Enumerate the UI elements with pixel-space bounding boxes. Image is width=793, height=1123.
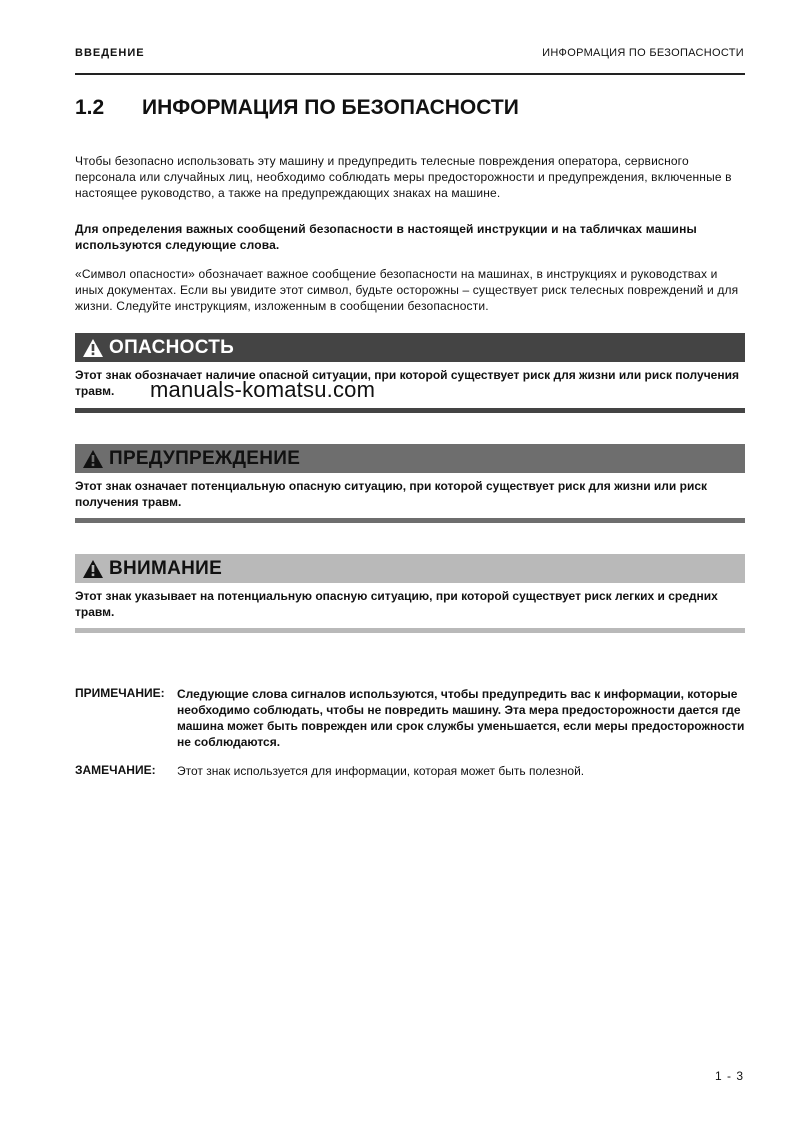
section-number: 1.2 [75, 96, 105, 119]
warning-description: Этот знак означает потенциальную опасную ситуацию, при которой существует риск для жизни или риск получения травм. [75, 479, 708, 509]
hazard-symbol-paragraph: «Символ опасности» обозначает важное сообщение безопасности на машинах, в инструкциях и руководствах и иных документах. Если вы увидите этот символ, будьте осторожны – существует риск телесных повреждений и для жизни. Следуйте инструкциям, изложенным в сообщении безопасности. [75, 267, 739, 313]
caution-description: Этот знак указывает на потенциальную опасную ситуацию, при которой существует риск легких и средних травм. [75, 589, 718, 619]
warning-triangle-icon [83, 450, 103, 468]
caution-label: ВНИМАНИЕ [109, 557, 223, 579]
danger-divider [75, 408, 745, 413]
danger-banner [75, 333, 745, 362]
warning-triangle-icon [83, 560, 103, 578]
note-text: Следующие слова сигналов используются, чтобы предупредить вас к информации, которые необходимо соблюдать, чтобы не повредить машину. Эта мера предосторожности дается где машина может быть поврежден или срок службы уменьшается, если меры предосторожности не соблюдаются. [177, 687, 745, 749]
remark-label: ЗАМЕЧАНИЕ: [75, 763, 156, 777]
danger-label: ОПАСНОСТЬ [109, 336, 235, 358]
header-chapter: ВВЕДЕНИЕ [75, 47, 145, 59]
danger-description: Этот знак обозначает наличие опасной ситуации, при которой существует риск для жизни или риск получения травм. [75, 368, 739, 398]
note-label: ПРИМЕЧАНИЕ: [75, 686, 165, 700]
signal-words-paragraph: Для определения важных сообщений безопасности в настоящей инструкции и на табличках машины используются следующие слова. [75, 222, 697, 252]
section-title [75, 96, 519, 120]
caution-divider [75, 628, 745, 633]
section-title-text: ИНФОРМАЦИЯ ПО БЕЗОПАСНОСТИ [142, 96, 519, 119]
page-number: 1 - 3 [714, 1069, 744, 1083]
intro-paragraph: Чтобы безопасно использовать эту машину и предупредить телесные повреждения оператора, сервисного персонала или случайных лиц, необходимо соблюдать меры предосторожности и предупреждения, включенные в настоящее руководство, а также на предупреждающих знаках на машине. [75, 154, 732, 200]
warning-triangle-icon [83, 339, 103, 357]
warning-banner [75, 444, 745, 473]
warning-divider [75, 518, 745, 523]
watermark: manuals-komatsu.com [150, 377, 376, 402]
remark-text: Этот знак используется для информации, которая может быть полезной. [177, 764, 585, 778]
header-divider [75, 73, 745, 75]
warning-label: ПРЕДУПРЕЖДЕНИЕ [109, 447, 301, 469]
header-section: ИНФОРМАЦИЯ ПО БЕЗОПАСНОСТИ [542, 47, 744, 59]
caution-banner [75, 554, 745, 583]
